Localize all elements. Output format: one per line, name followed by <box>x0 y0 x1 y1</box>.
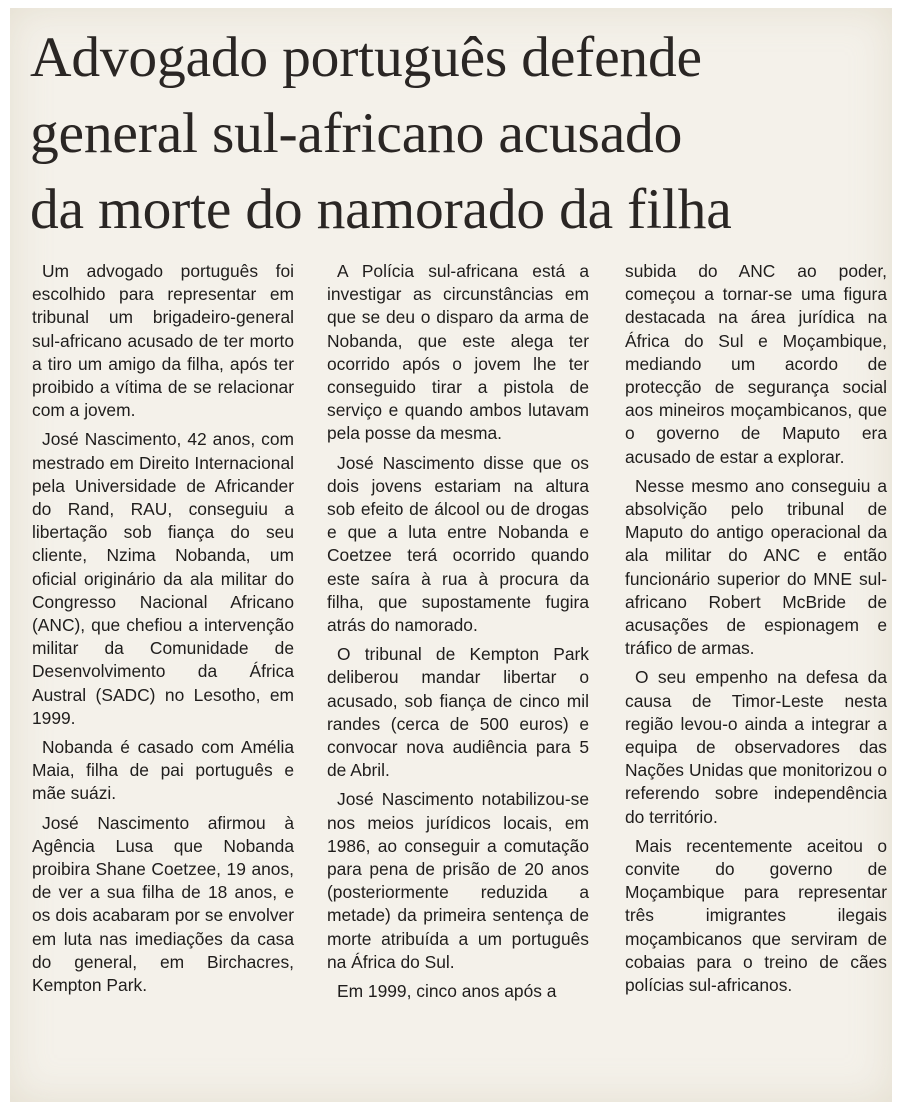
paragraph: José Nascimento, 42 anos, com mestrado em Direito Internacional pela Universidade de Africander do Rand, RAU, conseguiu a libertação sob fiança do seu cliente, Nzima Nobanda, um oficial originário da ala militar do Congresso Nacional Africano (ANC), que chefiou a intervenção militar da Comunidade de Desenvolvimento da África Austral (SADC) no Lesotho, em 1999. <box>32 429 294 728</box>
article-body <box>32 260 887 1100</box>
headline-line-1: Advogado português defende <box>30 26 702 89</box>
paragraph: Um advogado português foi escolhido para representar em tribunal um brigadeiro-general sul-africano acusado de ter morto a tiro um amigo da filha, após ter proibido a vítima de se relacionar com a jovem. <box>32 261 294 421</box>
paragraph: subida do ANC ao poder, começou a tornar-se uma figura destacada na área jurídica na África do Sul e Moçambique, mediando um acordo de protecção de segurança social aos mineiros moçambicanos, que o governo de Maputo era acusado de estar a explorar. <box>625 261 887 467</box>
paragraph: José Nascimento disse que os dois jovens estariam na altura sob efeito de álcool ou de drogas e que a luta entre Nobanda e Coetzee terá ocorrido quando este saíra à rua à procura da filha, que supostamente fugira atrás do namorado. <box>327 452 589 636</box>
paragraph: O seu empenho na defesa da causa de Timor-Leste nesta região levou-o ainda a integrar a equipa de observadores das Nações Unidas que monitorizou o referendo sobre independência do território. <box>625 667 887 827</box>
paragraph: Em 1999, cinco anos após a <box>337 981 557 1002</box>
paragraph: Mais recentemente aceitou o convite do governo de Moçambique para representar três imigrantes ilegais moçambicanos que serviram de cobaias para o treino de cães polícias sul-africanos. <box>625 835 887 996</box>
paragraph: José Nascimento afirmou à Agência Lusa que Nobanda proibira Shane Coetzee, 19 anos, de ver a sua filha de 18 anos, e os dois acabaram por se envolver em luta nas imediações da casa do general, em Birchacres, Kempton Park. <box>32 812 294 996</box>
paragraph: O tribunal de Kempton Park deliberou mandar libertar o acusado, sob fiança de cinco mil randes (cerca de 500 euros) e convocar nova audiência para 5 de Abril. <box>327 644 589 781</box>
headline-line-2: general sul-africano acusado <box>30 102 683 165</box>
paragraph: José Nascimento notabilizou-se nos meios jurídicos locais, em 1986, ao conseguir a comutação para pena de prisão de 20 anos (posteriormente reduzida a metade) da primeira sentença de morte atribuída a um português na África do Sul. <box>327 789 589 972</box>
paragraph: Nobanda é casado com Amélia Maia, filha de pai português e mãe suázi. <box>32 737 294 804</box>
headline-line-3: da morte do namorado da filha <box>30 178 732 241</box>
newspaper-clipping <box>10 8 892 1102</box>
article-column-2 <box>327 260 589 1009</box>
article-column-3 <box>625 260 887 1003</box>
paragraph: Nesse mesmo ano conseguiu a absolvição pelo tribunal de Maputo do antigo operacional da ala militar do ANC e então funcionário superior do MNE sul-africano Robert McBride de acusações de espionagem e tráfico de armas. <box>625 475 887 659</box>
paragraph: A Polícia sul-africana está a investigar as circunstâncias em que se deu o disparo da arma de Nobanda, que este alega ter ocorrido após o jovem lhe ter conseguido tirar a pistola de serviço e quando ambos lutavam pela posse da mesma. <box>327 261 589 444</box>
headline <box>30 20 880 248</box>
article-column-1 <box>32 260 294 1003</box>
